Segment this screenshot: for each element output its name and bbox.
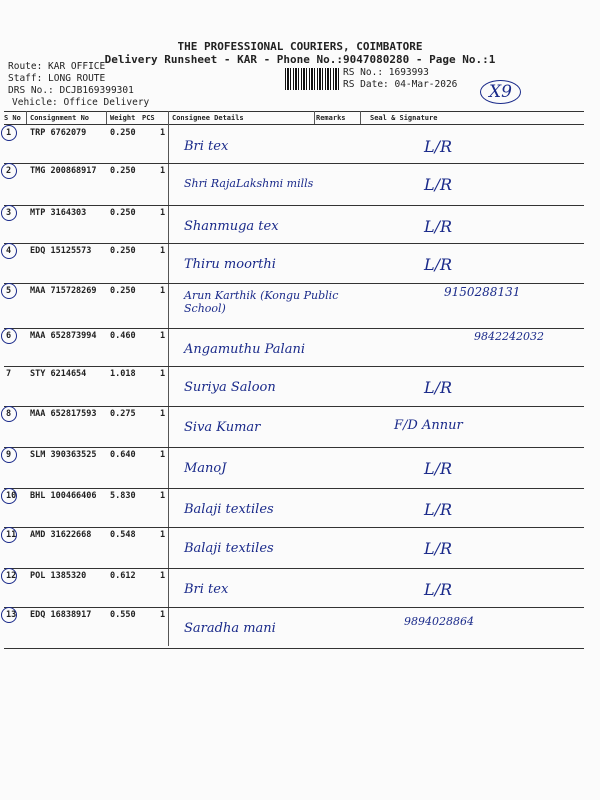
signature-handwriting: L/R [424, 175, 453, 194]
signature-handwriting: L/R [424, 459, 453, 478]
pieces-count: 1 [160, 530, 166, 540]
serial-number: 13 [6, 610, 17, 620]
weight-value: 0.250 [110, 128, 136, 138]
weight-value: 0.250 [110, 246, 136, 256]
pieces-count: 1 [160, 491, 166, 501]
table-row [4, 607, 584, 648]
table-row [4, 406, 584, 447]
consignee-handwriting: Suriya Saloon [184, 380, 276, 395]
col-pcs: PCS [142, 114, 155, 122]
pieces-count: 1 [160, 369, 166, 379]
pieces-count: 1 [160, 571, 166, 581]
weight-value: 0.640 [110, 450, 136, 460]
consignment-number: EDQ 15125573 [30, 246, 92, 256]
divider [314, 111, 315, 124]
serial-circle-mark [1, 607, 17, 623]
rs-no: RS No.: 1693993 [343, 67, 429, 78]
pieces-count: 1 [160, 286, 166, 296]
consignment-number: AMD 31622668 [30, 530, 92, 540]
row-divider [4, 648, 584, 649]
weight-value: 0.612 [110, 571, 136, 581]
serial-circle-mark [1, 205, 17, 221]
consignee-handwriting: Arun Karthik (Kongu Public School) [184, 289, 339, 315]
serial-circle-mark [1, 406, 17, 422]
serial-number: 8 [6, 409, 12, 419]
signature-handwriting: 9842242032 [474, 330, 544, 343]
pieces-count: 1 [160, 610, 166, 620]
serial-number: 4 [6, 246, 12, 256]
serial-number: 5 [6, 286, 12, 296]
table-row [4, 163, 584, 205]
weight-value: 0.250 [110, 166, 136, 176]
route-label: Route: KAR OFFICE [8, 61, 106, 72]
consignment-number: STY 6214654 [30, 369, 87, 379]
serial-number: 7 [6, 369, 12, 379]
signature-handwriting: L/R [424, 217, 453, 236]
serial-number: 6 [6, 331, 12, 341]
consignee-handwriting: Bri tex [184, 582, 229, 597]
barcode [285, 68, 340, 90]
table-row [4, 488, 584, 527]
serial-number: 10 [6, 491, 17, 501]
weight-value: 0.550 [110, 610, 136, 620]
serial-circle-mark [1, 488, 17, 504]
table-row [4, 447, 584, 488]
pieces-count: 1 [160, 409, 166, 419]
serial-number: 11 [6, 530, 17, 540]
table-row [4, 568, 584, 607]
consignee-handwriting: Shanmuga tex [184, 219, 279, 234]
divider [26, 111, 27, 124]
table-row [4, 125, 584, 163]
serial-number: 12 [6, 571, 17, 581]
signature-handwriting: L/R [424, 255, 453, 274]
consignment-number: MAA 652817593 [30, 409, 97, 419]
consignment-number: MAA 715728269 [30, 286, 97, 296]
consignment-number: TRP 6762079 [30, 128, 87, 138]
divider [106, 111, 107, 124]
weight-value: 0.250 [110, 208, 136, 218]
serial-number: 1 [6, 128, 12, 138]
table-row [4, 205, 584, 243]
signature-handwriting: 9150288131 [444, 285, 521, 299]
serial-circle-mark [1, 283, 17, 299]
serial-circle-mark [1, 243, 17, 259]
consignee-handwriting: Angamuthu Palani [184, 342, 305, 357]
table-row [4, 243, 584, 283]
pieces-count: 1 [160, 208, 166, 218]
weight-value: 0.460 [110, 331, 136, 341]
signature-handwriting: L/R [424, 500, 453, 519]
table-row [4, 527, 584, 568]
signature-handwriting: L/R [424, 137, 453, 156]
company-title: THE PROFESSIONAL COURIERS, COIMBATORE [177, 40, 423, 53]
pieces-count: 1 [160, 128, 166, 138]
count-mark: X9 [480, 80, 521, 104]
serial-circle-mark [1, 328, 17, 344]
table-row [4, 366, 584, 406]
pieces-count: 1 [160, 331, 166, 341]
consignee-handwriting: ManoJ [184, 461, 227, 476]
serial-number: 9 [6, 450, 12, 460]
serial-circle-mark [1, 125, 17, 141]
consignee-handwriting: Balaji textiles [184, 541, 274, 556]
consignment-number: MTP 3164303 [30, 208, 87, 218]
serial-circle-mark [1, 527, 17, 543]
consignment-number: SLM 390363525 [30, 450, 97, 460]
serial-number: 3 [6, 208, 12, 218]
drs-label: DRS No.: DCJB169399301 [8, 85, 134, 96]
serial-circle-mark [1, 163, 17, 179]
col-sno: S No [4, 114, 21, 122]
signature-handwriting: L/R [424, 378, 453, 397]
signature-handwriting: L/R [424, 580, 453, 599]
consignment-number: BHL 100466406 [30, 491, 97, 501]
rs-date: RS Date: 04-Mar-2026 [343, 79, 458, 90]
pieces-count: 1 [160, 450, 166, 460]
weight-value: 0.275 [110, 409, 136, 419]
col-consignee: Consignee Details [172, 114, 244, 122]
serial-circle-mark [1, 447, 17, 463]
consignment-number: POL 1385320 [30, 571, 87, 581]
serial-circle-mark [1, 568, 17, 584]
pieces-count: 1 [160, 166, 166, 176]
weight-value: 5.830 [110, 491, 136, 501]
serial-number: 2 [6, 166, 12, 176]
consignment-number: MAA 652873994 [30, 331, 97, 341]
signature-handwriting: 9894028864 [404, 615, 474, 628]
consignment-number: EDQ 16838917 [30, 610, 92, 620]
table-row [4, 283, 584, 328]
consignee-handwriting: Saradha mani [184, 621, 276, 636]
table-top-line [4, 111, 584, 112]
consignee-handwriting: Balaji textiles [184, 502, 274, 517]
pieces-count: 1 [160, 246, 166, 256]
weight-value: 0.250 [110, 286, 136, 296]
runsheet-subtitle: Delivery Runsheet - KAR - Phone No.:9047080280 - Page No.:1 [104, 53, 496, 66]
consignee-handwriting: Siva Kumar [184, 420, 261, 435]
divider [360, 111, 361, 124]
col-weight: Weight [110, 114, 136, 122]
staff-label: Staff: LONG ROUTE [8, 73, 106, 84]
consignee-handwriting: Shri RajaLakshmi mills [184, 177, 314, 190]
col-remarks: Remarks [316, 114, 346, 122]
table-header [4, 112, 584, 124]
signature-handwriting: L/R [424, 539, 453, 558]
col-signature: Seal & Signature [370, 114, 438, 122]
table-row [4, 328, 584, 366]
vehicle-label: Vehicle: Office Delivery [12, 97, 150, 108]
consignee-handwriting: Bri tex [184, 139, 229, 154]
signature-handwriting: F/D Annur [394, 418, 463, 433]
weight-value: 1.018 [110, 369, 136, 379]
consignment-number: TMG 200868917 [30, 166, 97, 176]
col-consignment: Consignment No [30, 114, 90, 122]
weight-value: 0.548 [110, 530, 136, 540]
consignee-handwriting: Thiru moorthi [184, 257, 276, 272]
